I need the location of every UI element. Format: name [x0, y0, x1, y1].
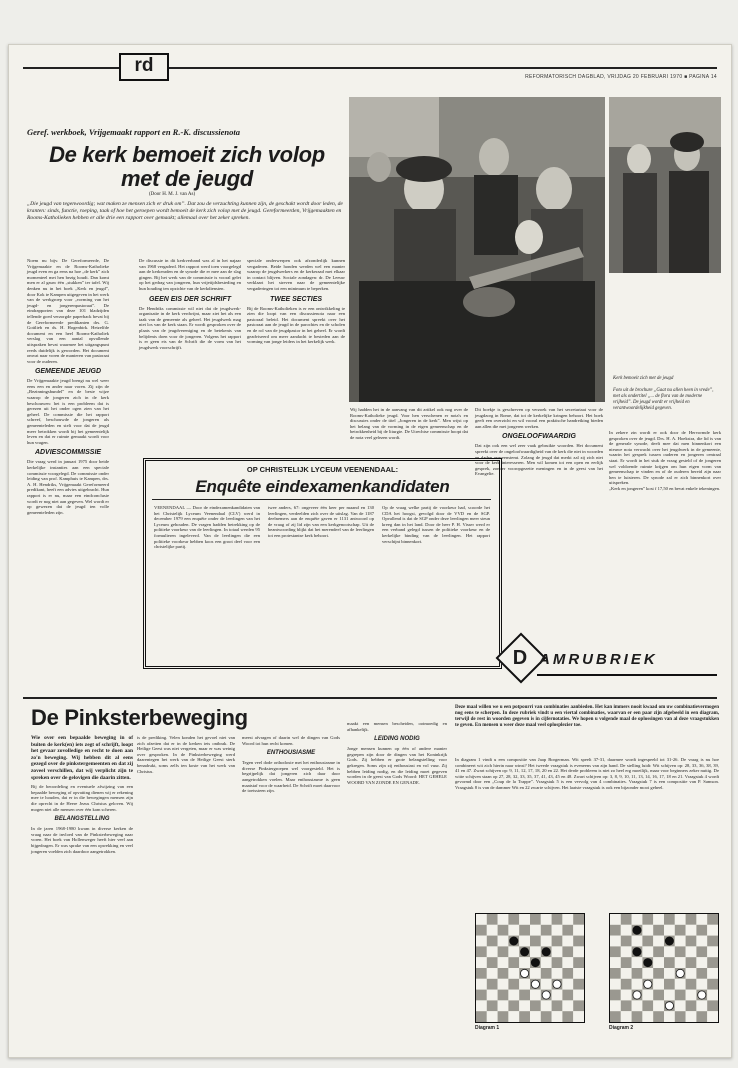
- board-square: [519, 936, 530, 947]
- exam-column-3: [382, 505, 490, 660]
- board-square: [573, 1011, 584, 1022]
- diagram-2-label: Diagram 2: [609, 1025, 634, 1031]
- subheading: TWEE SECTIES: [269, 295, 323, 303]
- white-piece: [644, 980, 652, 988]
- board-square: [552, 925, 563, 936]
- board-square: [675, 979, 686, 990]
- board-square: [530, 946, 541, 957]
- board-square: [498, 946, 509, 957]
- board-square: [707, 1011, 718, 1022]
- board-square: [610, 979, 621, 990]
- board-square: [664, 914, 675, 925]
- subheading: LEIDING NODIG: [374, 736, 420, 743]
- article-text: meest afvragen of daarin wel de dingen van Gods Woord tot hun recht komen.: [242, 735, 340, 746]
- subheading: GEEN EIS DER SCHRIFT: [148, 295, 232, 303]
- article-text: In de jaren 1968-1980 kwam in diverse kerken de vraag naar de invloed van de Pinksterbeweging naar voren. Het boek van Hollenweger heeft hier veel aan bijgedragen. Er was sprake van een opwekking en veel jongeren voelden zich daardoor aangetrokken.: [31, 826, 133, 854]
- article-text: Die vraag werd in januari 1975 door beide kerkelijke instanties aan een speciale commissie voorgelegd. De commissie onder leiding van prof. Kamphuis te Kampen, drs. A. H. Hendriks, Vrijgemaakt Gereformeerd predikant, heeft een advies uitgebracht. Hun rapport is er nu, maar een eindconclusie wordt er nog niet aan gegeven. Wel wordt er op gewezen dat de jeugd ten volle gemeenteleden zijn.: [27, 459, 109, 515]
- main-headline: De kerk bemoeit zich volop met de jeugd: [49, 142, 325, 191]
- board-square: [498, 968, 509, 979]
- board-square: [696, 979, 707, 990]
- board-square: [653, 968, 664, 979]
- board-square: [508, 1000, 519, 1011]
- board-square: [487, 936, 498, 947]
- board-square: [530, 925, 541, 936]
- board-square: [508, 1011, 519, 1022]
- diagram-1-label: Diagram 1: [475, 1025, 500, 1031]
- board-square: [686, 1011, 697, 1022]
- board-square: [508, 968, 519, 979]
- board-square: [552, 1000, 563, 1011]
- board-square: [621, 968, 632, 979]
- board-square: [653, 914, 664, 925]
- pinkster-lead-text: Wie over een bepaalde beweging in of buiten de kerk(en) iets zegt of schrijft, loopt het gevaar zovolledige en recht te doen aan zo'n beweging. Wij hebben dit al eens gezegd over de pinkstergemeenten en dat zij zoveel verschillen, dat wij verplicht zijn te spreken over de gelovigen die daarin zitten.: [31, 735, 133, 781]
- board-square: [621, 957, 632, 968]
- dam-intro: Deze maal willen we u een potpourri van combinaties aanbieden. Het kan immers nooit kwaad om uw combinatievermogen nog eens te scherpen. In deze rubriek vindt u een viertal combinaties, waarvan er een paar zijn afgebeeld in een diagram, terwijl de rest in woorden gegeven is in cijfernotaties. We hopen u volgende maal de oplossingen van al deze vraagstukken te geven. En mensen u weer deze maal veel oplosplezier toe.: [455, 705, 719, 728]
- draughts-diagram-2: [609, 913, 719, 1023]
- board-square: [530, 1000, 541, 1011]
- black-piece: [510, 937, 518, 945]
- board-square: [519, 914, 530, 925]
- subheading: BELANGSTELLING: [54, 816, 110, 823]
- board-square: [562, 990, 573, 1001]
- board-square: [632, 1000, 643, 1011]
- board-square: [476, 979, 487, 990]
- side-column: [609, 430, 721, 635]
- board-square: [476, 936, 487, 947]
- article-column-2: [139, 258, 241, 455]
- board-square: [541, 957, 552, 968]
- board-square: [675, 946, 686, 957]
- white-piece: [542, 991, 550, 999]
- board-square: [476, 946, 487, 957]
- board-square: [653, 990, 664, 1001]
- board-square: [707, 925, 718, 936]
- article-text: In zekere zin wordt er ook door de Hervormde kerk gesproken over de jeugd. Drs. H. A. Hoekstra, die lid is van de generale synode, deelt mee dat men binnenkort een nieuwe nota verwacht over het jeugdwerk in de gemeente, waarin het gesprek tussen ouderen en jongeren centraal staat. Er wordt in het stuk de vraag gesteld of de jongeren wel voldoende ruimte krijgen om hun eigen vorm van gemeenschap te vinden en of de ouderen bereid zijn naar hen te luisteren. De synode zal er zich binnenkort over uitspreken.: [609, 430, 721, 486]
- board-square: [552, 1011, 563, 1022]
- board-square: [696, 957, 707, 968]
- article-text: De discussie in dit kerkverband was al in het najaar van 1968 vergaderd. Het rapport werd toen voorgelegd aan de kerkeraden en de synode die er mee aan de slag gingen. Bij het werk van de commissie is vooral gelet op het gedrag van jongeren, hun vrijetijdsbesteding en hun houding ten opzichte van de kerkdiensten.: [139, 258, 241, 291]
- article-text: speciale onderwerpen ook afzonderlijk kunnen vergaderen. Beide honden werden wel een manier waarop de jeugdwerkers en de kerkeraad met elkaar in contact blijven. Sociale zondagen: dr. De Leeuw verklaart het streven naar de gemeentelijke vergaderingen tot een minimum te beperken.: [247, 258, 345, 291]
- board-square: [653, 925, 664, 936]
- board-square: [562, 1000, 573, 1011]
- board-square: [552, 990, 563, 1001]
- board-square: [664, 925, 675, 936]
- black-piece: [633, 948, 641, 956]
- white-piece: [633, 991, 641, 999]
- board-square: [562, 925, 573, 936]
- board-square: [508, 946, 519, 957]
- board-square: [552, 968, 563, 979]
- board-square: [642, 936, 653, 947]
- main-lead: „Die jeugd van tegenwoordig; wat maken ze mensen zich er druk om”. Dat zou de verzuchting kunnen zijn, de geschakt wordt door leden, de kranten: sinds, functie, roeping, taak of hoe het geroepen wordt bemoeit de kerk zich volop met de jeugd. Gereformeerden, Vrijgemaakten en Rooms-Katholieken hebben er alle drie een rapport over gemaakt; allemaal over het zeker spreken.: [27, 201, 343, 221]
- board-square: [487, 957, 498, 968]
- board-square: [653, 957, 664, 968]
- exam-column-2: [268, 505, 374, 660]
- board-square: [696, 914, 707, 925]
- board-square: [696, 1000, 707, 1011]
- board-square: [696, 946, 707, 957]
- board-square: [541, 1011, 552, 1022]
- board-square: [562, 979, 573, 990]
- black-piece: [644, 958, 652, 966]
- article-text: Tegen veel dode orthodoxie met het enthousiasme in diverse Pinkstergroepen wel voorgesteld. Het is begrijpelijk dat jongeren zich daar door aangetrokken voelen. Maar enthousiasme is geen maatstaf voor de waarheid. De Schrift moet daarvoor de toetssteen zijn.: [242, 760, 340, 794]
- board-square: [696, 968, 707, 979]
- black-piece: [520, 948, 528, 956]
- board-square: [498, 957, 509, 968]
- article-text: is de prediking. Velen konden het gevoel niet van zich afzetten dat er in de kerken iets ontbrak. De Heilige Geest was niet vergeten, maar er was weinig over gesproken. In de Pinksterbeweging werd daarentegen het werk van de Heilige Geest sterk benadrukt, soms zelfs ten koste van het werk van Christus.: [137, 735, 235, 774]
- board-square: [508, 979, 519, 990]
- board-square: [642, 914, 653, 925]
- board-square: [508, 990, 519, 1001]
- board-square: [498, 990, 509, 1001]
- subheading: ADVIESCOMMISSIE: [34, 449, 102, 457]
- exam-column-1: [154, 505, 260, 660]
- photo-crowd-image: [349, 97, 605, 402]
- jeugd-photo: [349, 97, 605, 402]
- board-square: [610, 936, 621, 947]
- article-column-1: [27, 258, 109, 515]
- board-square: [519, 925, 530, 936]
- photo-youth-image: [609, 97, 721, 273]
- article-text: Bij de Rooms-Katholieken is er een ontwikkeling te zien die loopt van een discussienota naar een pastoraal beleid. Het document spreekt over het pastoraat aan de jeugd in de parochies en de scholen en de rol van de jeugdpastor in het geheel. Er wordt geadviseerd om meer aandacht te besteden aan de vorming van jonge leiders in het kerkelijk werk.: [247, 305, 345, 345]
- board-square: [696, 936, 707, 947]
- board-square: [519, 979, 530, 990]
- side-photo-caption: Foto uit de brochure „Gaat nu allen heen in vrede”, met als ondertitel „... de flora van de moderne vrijheid”. De jeugd wordt er vrijheid en verantwoordelijkheid gegeven.: [613, 388, 714, 411]
- board-square: [541, 968, 552, 979]
- article-text: Bij de beoordeling en eventuele afwijzing van een bepaalde beweging of opvatting dienen wij er rekening mee te houden, dat er in die bewegingen mensen zijn die oprecht in de Heere Jezus Christus geloven. Wij mogen niet alle mensen over één kam scheren.: [31, 784, 133, 812]
- board-square: [686, 914, 697, 925]
- board-square: [664, 968, 675, 979]
- article-text: De Hendriks commissie wil niet dat de jeugdwerk-organisatie in de kerk verdwijnt, maar ziet het als een taak van de gemeente als geheel. Het jeugdwerk mag niet los van de kerk staan. Er wordt gesproken over de plaats van de jeugdvereniging en de betekenis van belijdenis doen voor de jongeren. Volgens het rapport is er geen eis van de Schrift die de vorm van het jeugdwerk voorschrijft.: [139, 305, 241, 350]
- board-square: [610, 990, 621, 1001]
- board-square: [621, 914, 632, 925]
- board-square: [487, 1000, 498, 1011]
- board-square: [610, 957, 621, 968]
- board-square: [653, 1000, 664, 1011]
- board-square: [642, 990, 653, 1001]
- side-photo: [609, 97, 721, 273]
- subheading: ENTHOUSIASME: [266, 750, 316, 757]
- pinkster-headline: De Pinksterbeweging: [31, 705, 248, 730]
- pinkster-column-2: [137, 735, 235, 1047]
- white-piece: [520, 969, 528, 977]
- board-square: [530, 968, 541, 979]
- board-square: [632, 957, 643, 968]
- article-text: Dit boekje is geschreven op verzoek van het secretariaat voor de jeugdzorg in Rome, dat tot de kerkelijke kringen behoort. Het boek geeft een overzicht en wil vooral een praktische handreiking bieden aan allen die met jongeren werken.: [475, 407, 603, 429]
- board-square: [498, 1000, 509, 1011]
- exam-kicker: OP CHRISTELIJK LYCEUM VEENENDAAL:: [246, 465, 399, 474]
- board-square: [562, 957, 573, 968]
- article-text: In diagram 1 vindt u een compositie van Jaap Borgerman. Wit speelt 37-31, daarmee wordt ingespeeld tot 31-26. De vraag is nu hoe combineert wit zich hierin naar winst? Het tweede vraagstuk is eveneens van zijn hand. De stelling luidt: Wit schijven op: 28, 33, 36, 38, 39, 41 en 47. Zwart schijven op: 9, 11, 12, 17, 18, 20 en 22. Het derde probleem is niet zo heel erg moeilijk, maar voor beginners zeker nuttig. De witte schijven staan op 27, 28, 32, 33, 35, 37, 41, 43, 45 en 48. Zwart schijven op: 3, 8, 9, 10, 11, 13, 14, 16, 17, 18 en 21. Vraagstuk 4 wordt gevormd door een „Coup de la Trappe”. Vraagstuk 5 is een vervolg van 4 combinaties. Vraagstuk 7 is een compositie van P. Samson. Vraagstuk 8 is van de dammer Wit en 22 zwarte schijven. Het laatste vraagstuk is ook een bijzonder mooi geheel.: [455, 757, 719, 790]
- exam-headline: Enquête eindexamenkandidaten: [195, 477, 450, 496]
- board-square: [552, 946, 563, 957]
- board-square: [610, 925, 621, 936]
- byline: (Door H. M. J. van As): [149, 192, 196, 197]
- board-square: [476, 1000, 487, 1011]
- board-square: [675, 1000, 686, 1011]
- board-square: [653, 936, 664, 947]
- board-square: [508, 914, 519, 925]
- board-square: [541, 914, 552, 925]
- white-piece: [665, 1002, 673, 1010]
- board-square: [642, 1011, 653, 1022]
- article-text: Jonge mensen kunnen op één of andere manier gegrepen zijn door de dingen van het Koninkrijk Gods. Zij hebben er grote belangstelling voor gekregen. Soms zijn zij enthousiast en vol vuur. Zij hebben leiding nodig, en die leiding moet gegeven worden in de geest van Gods Woord: HET GEHELE WOORD VAN ZONDE EN GENADE.: [347, 746, 447, 785]
- board-square: [573, 936, 584, 947]
- dam-rubriek-logo: [497, 639, 719, 685]
- board-square: [519, 1011, 530, 1022]
- board-square: [552, 957, 563, 968]
- article-text: Noem nu bijv. De Gereformeerde, De Vrijgemaakte en de Rooms-Katholieke jeugd even en ga eens na hoe „de kerk” zich momenteel met hen bezig houdt. Dan komt men er al gauw één „stukken” ter tafel. Wij denken nu in het boek „Kerk en jeugd”, door Kok te Kampen uitgegeven in het werk van de werkgroep voor „vorming van het jeugd- en jongerenpastoraat”. De eindrapporten van deze 101 bladzijden tellende goed verzorgde paperback bevat bij de Gereformeerde predikanten drs. G. Gottlieb en ds. H. Hogenbirk. Hetzelfde document en een heel Rooms-Katholiek verslag van een aantal opvallende uitspraken bevat waarmee het uitgangspunt reeds duidelijk is geworden. Het document omvat naar voren de manieren van pastoraat voor de ouderen.: [27, 258, 109, 364]
- board-square: [552, 914, 563, 925]
- board-square: [686, 936, 697, 947]
- board-square: [707, 914, 718, 925]
- board-square: [476, 1011, 487, 1022]
- board-square: [562, 1011, 573, 1022]
- article-text: De Vrijgemaakte jeugd brengt nu wel weer eens een en ander naar voren. Zij zijn de „Bezinningsbundel” en de beste wijze waarop de jongeren zich in de kerk beschouwen: het is een probleem dat is gerezen uit het onder ogen zien van het geheel. De commissie die het rapport schreef, beschouwde de jongeren als gemeenteleden en stelt voor dat de jeugd meer betrokken wordt bij het gemeentelijk leven en dat er ruimte gemaakt wordt voor hun vragen.: [27, 378, 109, 445]
- board-square: [610, 914, 621, 925]
- board-square: [686, 1000, 697, 1011]
- board-square: [642, 968, 653, 979]
- board-square: [632, 1011, 643, 1022]
- black-piece: [665, 937, 673, 945]
- rd-logo: rd: [119, 53, 169, 81]
- board-square: [552, 936, 563, 947]
- white-piece: [531, 980, 539, 988]
- board-square: [573, 990, 584, 1001]
- exam-box: [143, 458, 502, 669]
- white-piece: [553, 980, 561, 988]
- board-square: [621, 1000, 632, 1011]
- side-column-footer: „Kerk en jongeren” kost f 17,50 en bevat enkele tekeningen.: [609, 485, 721, 491]
- board-square: [664, 946, 675, 957]
- board-square: [530, 990, 541, 1001]
- board-square: [573, 979, 584, 990]
- white-piece: [676, 969, 684, 977]
- board-square: [675, 925, 686, 936]
- board-square: [621, 925, 632, 936]
- white-piece: [698, 991, 706, 999]
- exam-rule: [152, 499, 491, 500]
- board-square: [675, 914, 686, 925]
- board-square: [610, 1000, 621, 1011]
- pinkster-lead: [31, 735, 133, 1047]
- board-square: [664, 957, 675, 968]
- board-square: [476, 968, 487, 979]
- dam-text: [455, 757, 719, 857]
- board-square: [562, 946, 573, 957]
- board-square: [498, 925, 509, 936]
- board-square: [707, 957, 718, 968]
- board-square: [632, 968, 643, 979]
- board-square: [686, 979, 697, 990]
- rubriek-letter: D: [512, 647, 528, 669]
- board-square: [519, 957, 530, 968]
- board-square: [487, 979, 498, 990]
- board-square: [621, 1011, 632, 1022]
- board-square: [487, 914, 498, 925]
- board-square: [653, 946, 664, 957]
- board-square: [632, 979, 643, 990]
- board-square: [530, 914, 541, 925]
- pinkster-column-4: [347, 721, 447, 1047]
- board-square: [573, 957, 584, 968]
- board-square: [675, 1011, 686, 1022]
- board-square: [498, 979, 509, 990]
- black-piece: [633, 926, 641, 934]
- board-square: [686, 990, 697, 1001]
- draughts-board-2: [610, 914, 718, 1022]
- black-piece: [542, 948, 550, 956]
- board-square: [487, 925, 498, 936]
- rubriek-label: AMRUBRIEK: [539, 651, 658, 668]
- board-square: [675, 990, 686, 1001]
- masthead: [23, 55, 717, 79]
- board-square: [632, 936, 643, 947]
- board-square: [653, 979, 664, 990]
- rubriek-rule: [537, 674, 717, 676]
- board-square: [686, 946, 697, 957]
- board-square: [476, 957, 487, 968]
- board-square: [610, 946, 621, 957]
- black-piece: [531, 958, 539, 966]
- draughts-diagram-1: [475, 913, 585, 1023]
- newspaper-page: [8, 44, 732, 1058]
- board-square: [476, 990, 487, 1001]
- board-square: [573, 946, 584, 957]
- draughts-board-1: [476, 914, 584, 1022]
- board-square: [664, 1011, 675, 1022]
- main-kicker: Geref. werkboek, Vrijgemaakt rapport en R.-K. discussienota: [27, 127, 240, 137]
- board-square: [675, 936, 686, 947]
- board-square: [573, 968, 584, 979]
- board-square: [562, 968, 573, 979]
- board-square: [573, 914, 584, 925]
- board-square: [498, 914, 509, 925]
- board-square: [562, 936, 573, 947]
- board-square: [519, 990, 530, 1001]
- board-square: [686, 968, 697, 979]
- board-square: [573, 925, 584, 936]
- board-square: [707, 946, 718, 957]
- board-square: [530, 1011, 541, 1022]
- board-square: [498, 1011, 509, 1022]
- subheading: ONGELOOFWAARDIG: [502, 433, 576, 441]
- board-square: [541, 936, 552, 947]
- board-square: [541, 979, 552, 990]
- board-square: [562, 914, 573, 925]
- board-square: [686, 925, 697, 936]
- board-square: [653, 1011, 664, 1022]
- board-square: [642, 946, 653, 957]
- board-square: [487, 990, 498, 1001]
- article-column-3: [247, 258, 345, 455]
- board-square: [610, 1011, 621, 1022]
- board-square: [696, 925, 707, 936]
- board-square: [621, 979, 632, 990]
- board-square: [487, 968, 498, 979]
- board-square: [498, 936, 509, 947]
- board-square: [707, 1000, 718, 1011]
- board-square: [707, 968, 718, 979]
- main-photo-caption: Kerk bemoeit zich met de jeugd: [613, 376, 674, 381]
- board-square: [610, 968, 621, 979]
- subheading: GEMEENDE JEUGD: [34, 368, 102, 376]
- board-square: [664, 979, 675, 990]
- board-square: [664, 990, 675, 1001]
- board-square: [508, 957, 519, 968]
- board-square: [621, 936, 632, 947]
- board-square: [621, 946, 632, 957]
- dateline: REFORMATORISCH DAGBLAD, VRIJDAG 20 FEBRUARI 1970 ■ PAGINA 14: [525, 74, 717, 80]
- board-square: [573, 1000, 584, 1011]
- board-square: [519, 1000, 530, 1011]
- board-square: [487, 946, 498, 957]
- board-square: [632, 914, 643, 925]
- article-text: Op de vraag welke partij de voorkeur had, scoorde het CDA het hoogst, gevolgd door de VVD en de SGP. Opvallend is dat de SGP onder deze leerlingen meer steun kreeg dan in het land. Door de heer P. H. Visser werd er een verband gelegd tussen de politieke voorkeur en de kerkelijke binding van de leerlingen. Het rapport verschijnt binnenkort.: [382, 505, 490, 544]
- board-square: [707, 979, 718, 990]
- article-text: twee anders, 67: ongeveer één keer per maand en 130 leerlingen, verdeelden zich over de uitslag. Van de 1187 deelnemers aan de enquête gaven er 1131 antwoord op de vraag of zij lid zijn van een kerkgenootschap. Uit de beantwoording blijkt dat het merendeel van de leerlingen tot een protestantse kerk behoort.: [268, 505, 374, 538]
- board-square: [696, 1011, 707, 1022]
- board-square: [675, 957, 686, 968]
- board-square: [487, 1011, 498, 1022]
- board-square: [707, 990, 718, 1001]
- article-text: Wij hadden het in de aanvang van dit artikel ook nog over de Rooms-Katholieke jeugd. Voor hen verschenen er nota's en discussies onder de titel „Jongeren in de kerk”. Men wijst op het belang van de vorming in de eigen gemeenschap en de betrokkenheid bij de liturgie. De Utrechtse commissie hoopt dat de nota veel gelezen wordt.: [350, 407, 468, 440]
- section-divider: [23, 697, 717, 699]
- article-text: maakt een mensen bescheiden, ootmoedig en afhankelijk.: [347, 721, 447, 732]
- board-square: [530, 936, 541, 947]
- board-square: [476, 914, 487, 925]
- article-text: VEENENDAAL — Door de eindexamenkandidaten van het Christelijk Lyceum Veenendaal (CLV) werd in december 1979 een enquête onder de leerlingen van het Lyceum gehouden. De vragen hadden betrekking op de politieke voorkeur van de leerlingen. In totaal werden 95 formulieren ingeleverd. Van de leerlingen die een politieke voorkeur hebben koos een groot deel voor een christelijke partij.: [154, 505, 260, 550]
- article-text: Dat zijn ook een wel zeer vaak gebruikte woorden. Het document spreekt over de ongeloofwaardigheid van de kerk die niet in woorden en daden overeenstemt. Zolang de jeugd dat merkt zal zij zich niet voor de kerk interesseren. Men wil komen tot een open en eerlijk gesprek, zonder vooropgezette meningen en in de geest van het Evangelie.: [475, 443, 603, 477]
- board-square: [476, 925, 487, 936]
- board-square: [686, 957, 697, 968]
- board-square: [642, 925, 653, 936]
- board-square: [642, 1000, 653, 1011]
- board-square: [541, 1000, 552, 1011]
- board-square: [707, 936, 718, 947]
- board-square: [541, 925, 552, 936]
- board-square: [508, 925, 519, 936]
- pinkster-column-3: [242, 735, 340, 1047]
- board-square: [621, 990, 632, 1001]
